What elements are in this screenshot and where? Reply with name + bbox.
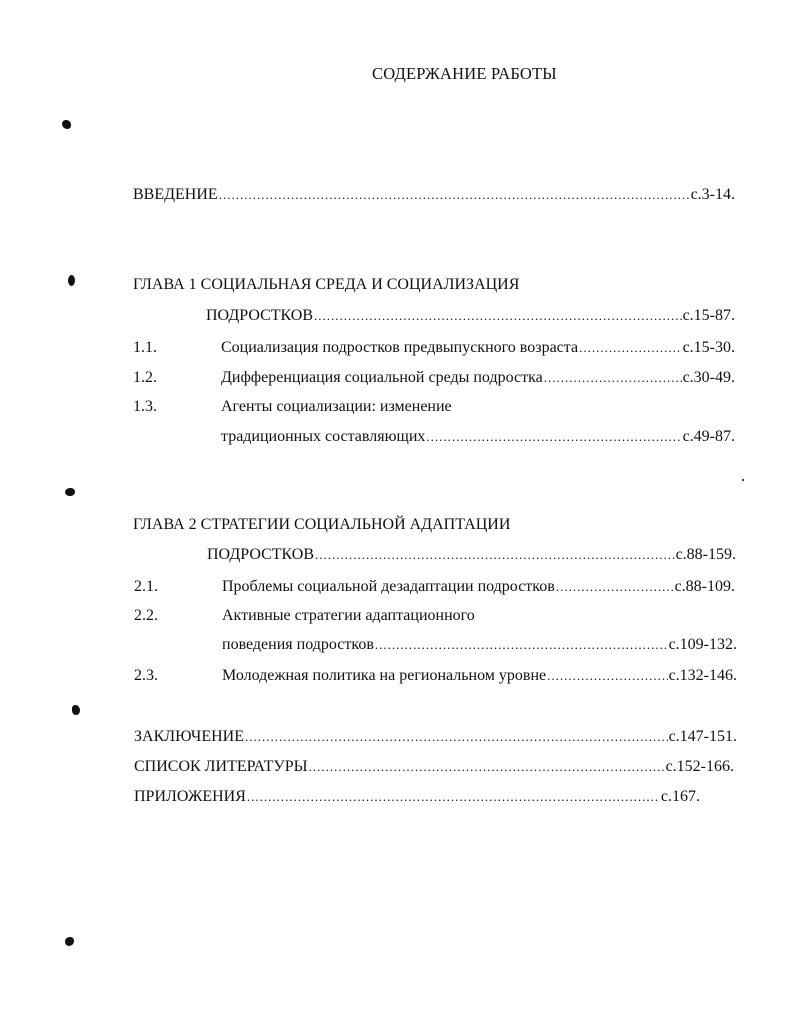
toc-pages: с.30-49. xyxy=(682,369,735,386)
toc-pages: с.3-14. xyxy=(690,186,735,203)
toc-pages: с.109-132. xyxy=(668,636,737,653)
toc-entry-bibliography[interactable] xyxy=(134,758,734,780)
toc-pages: с.147-151. xyxy=(668,728,737,745)
toc-entry-1-2[interactable] xyxy=(221,369,735,391)
scan-speck xyxy=(742,479,744,481)
toc-pages: с.167. xyxy=(660,788,700,805)
toc-label: ЗАКЛЮЧЕНИЕ xyxy=(134,728,244,745)
dot-leader xyxy=(314,308,682,324)
dot-leader xyxy=(544,370,682,386)
dot-leader xyxy=(547,668,667,684)
chapter2-heading: ГЛАВА 2 СТРАТЕГИИ СОЦИАЛЬНОЙ АДАПТАЦИИ xyxy=(133,516,511,533)
dot-leader xyxy=(219,187,690,203)
toc-entry-appendices[interactable] xyxy=(134,788,700,810)
dot-leader xyxy=(556,579,674,595)
toc-label-line1: Активные стратегии адаптационного xyxy=(222,607,475,624)
toc-entry-intro[interactable] xyxy=(133,186,735,208)
toc-label: СПИСОК ЛИТЕРАТУРЫ xyxy=(134,758,308,775)
scan-speck xyxy=(72,705,80,715)
toc-pages: с.132-146. xyxy=(668,667,737,684)
toc-pages: с.49-87. xyxy=(682,428,735,445)
toc-label: Дифференциация социальной среды подростка xyxy=(221,369,543,386)
dot-leader xyxy=(426,429,681,445)
toc-entry-1-1[interactable] xyxy=(221,339,735,361)
toc-label: Проблемы социальной дезадаптации подростков xyxy=(222,578,555,595)
toc-label: традиционных составляющих xyxy=(221,428,426,445)
scan-speck xyxy=(68,275,75,286)
toc-label: Социализация подростков предвыпускного возраста xyxy=(221,339,579,356)
section-number: 1.2. xyxy=(133,369,157,386)
section-number: 1.1. xyxy=(133,339,157,356)
toc-pages: с.15-87. xyxy=(682,307,735,324)
page-title: СОДЕРЖАНИЕ РАБОТЫ xyxy=(372,64,557,83)
dot-leader xyxy=(579,340,682,356)
dot-leader xyxy=(247,789,660,805)
toc-pages: с.15-30. xyxy=(682,339,735,356)
dot-leader xyxy=(309,759,665,775)
section-number: 2.3. xyxy=(134,667,158,684)
toc-entry-2-1[interactable] xyxy=(222,578,735,600)
toc-label-line1: Агенты социализации: изменение xyxy=(221,398,452,415)
toc-entry-2-2[interactable] xyxy=(222,636,737,658)
scan-speck xyxy=(65,937,74,946)
toc-entry-1-3[interactable] xyxy=(221,428,735,450)
dot-leader xyxy=(245,729,668,745)
toc-label: Молодежная политика на региональном уровне xyxy=(222,667,547,684)
chapter1-heading: ГЛАВА 1 СОЦИАЛЬНАЯ СРЕДА И СОЦИАЛИЗАЦИЯ xyxy=(133,276,520,293)
toc-label: ПОДРОСТКОВ xyxy=(207,546,315,563)
dot-leader xyxy=(315,547,675,563)
section-number: 2.2. xyxy=(134,607,158,624)
toc-pages: с.88-159. xyxy=(675,546,736,563)
scan-speck xyxy=(62,120,71,129)
toc-entry-2-3[interactable] xyxy=(222,667,737,689)
section-number: 1.3. xyxy=(133,398,157,415)
toc-entry-chapter1[interactable] xyxy=(206,307,735,329)
toc-label: ПОДРОСТКОВ xyxy=(206,307,314,324)
toc-entry-conclusion[interactable] xyxy=(134,728,737,750)
toc-pages: с.88-109. xyxy=(674,578,735,595)
dot-leader xyxy=(375,637,668,653)
toc-entry-chapter2[interactable] xyxy=(207,546,736,568)
toc-label: ВВЕДЕНИЕ xyxy=(133,186,218,203)
section-number: 2.1. xyxy=(134,578,158,595)
scan-speck xyxy=(65,488,75,496)
toc-label: поведения подростков xyxy=(222,636,374,653)
toc-label: ПРИЛОЖЕНИЯ xyxy=(134,788,246,805)
toc-pages: с.152-166. xyxy=(665,758,734,775)
